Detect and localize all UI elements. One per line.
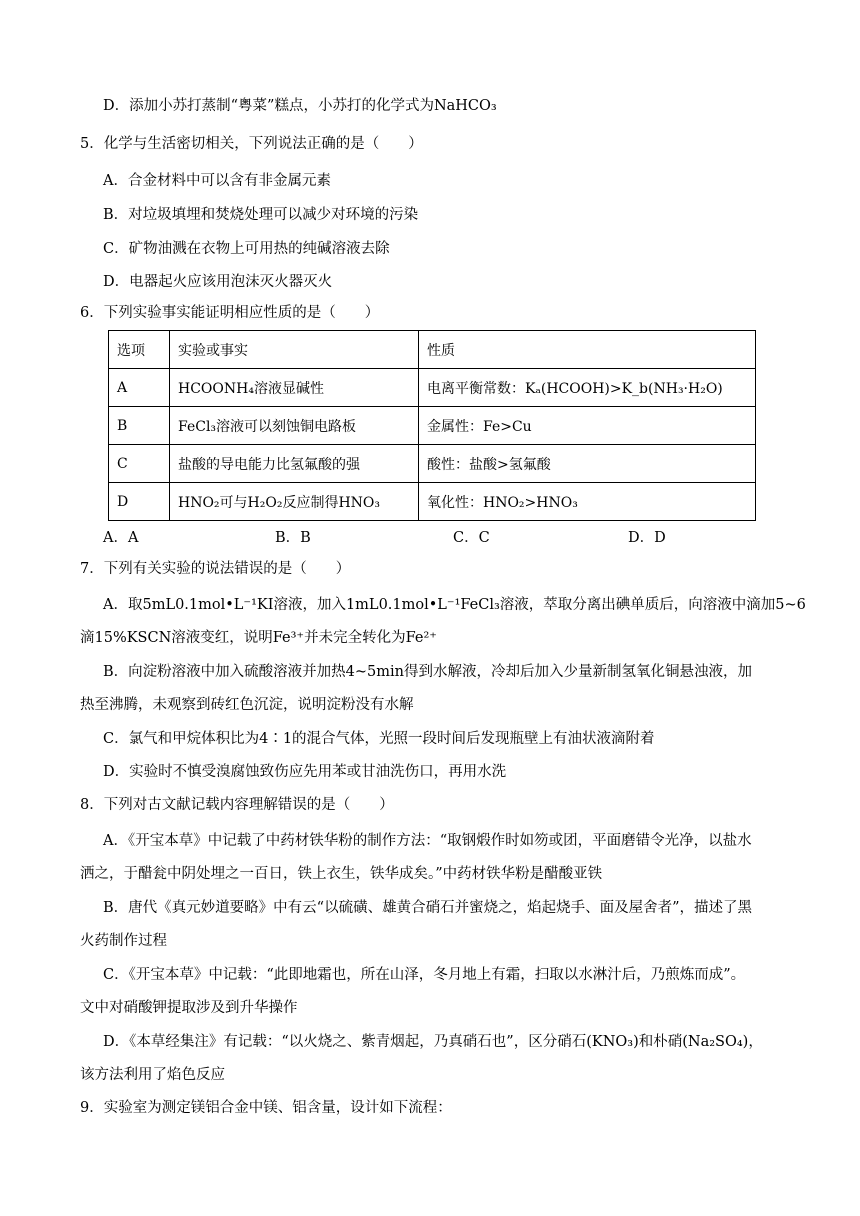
q9-stem: 9．实验室为测定镁铝合金中镁、铝含量，设计如下流程： [80, 1100, 452, 1116]
table-header-cell: 实验或事实 [170, 331, 419, 369]
table-cell: D [109, 483, 170, 521]
table-row [109, 445, 756, 483]
q6-option-b: B．B [275, 530, 311, 546]
table-cell: HNO₂可与H₂O₂反应制得HNO₃ [170, 483, 419, 521]
q7-option-c: C．氯气和甲烷体积比为4∶1的混合气体，光照一段时间后发现瓶壁上有油状液滴附着 [103, 731, 655, 747]
q6-option-a: A．A [103, 530, 139, 546]
table-cell: A [109, 369, 170, 407]
table-cell: 酸性：盐酸>氢氟酸 [419, 445, 756, 483]
q8-option-a-line2: 洒之，于醋瓮中阴处埋之一百日，铁上衣生，铁华成矣。”中药材铁华粉是醋酸亚铁 [80, 866, 603, 882]
q7-option-a-line1: A．取5mL0.1mol•L⁻¹KI溶液，加入1mL0.1mol•L⁻¹FeCl₃溶液，萃取分离出碘单质后，向溶液中滴加5~6 [103, 597, 806, 613]
q7-option-a-line2: 滴15%KSCN溶液变红，说明Fe³⁺并未完全转化为Fe²⁺ [80, 630, 437, 646]
table-row [109, 369, 756, 407]
table-cell: HCOONH₄溶液显碱性 [170, 369, 419, 407]
table-cell: 金属性：Fe>Cu [419, 407, 756, 445]
q5-option-c: C．矿物油溅在衣物上可用热的纯碱溶液去除 [103, 241, 390, 257]
table-cell: FeCl₃溶液可以刻蚀铜电路板 [170, 407, 419, 445]
q6-option-c: C．C [453, 530, 490, 546]
table-cell: 盐酸的导电能力比氢氟酸的强 [170, 445, 419, 483]
q5-option-a: A．合金材料中可以含有非金属元素 [103, 173, 331, 189]
q5-option-d: D．电器起火应该用泡沫灭火器灭火 [103, 274, 333, 290]
q6-table [108, 330, 756, 521]
q5-option-b: B．对垃圾填埋和焚烧处理可以减少对环境的污染 [103, 207, 419, 223]
q8-option-d-line1: D．《本草经集注》有记载：“以火烧之、紫青烟起，乃真硝石也”，区分硝石(KNO₃)和朴硝(Na₂SO₄)， [103, 1034, 763, 1050]
q6-stem: 6．下列实验事实能证明相应性质的是（ ） [80, 305, 380, 321]
q8-option-c-line2: 文中对硝酸钾提取涉及到升华操作 [80, 1000, 298, 1016]
q7-option-b-line1: B．向淀粉溶液中加入硫酸溶液并加热4~5min得到水解液，冷却后加入少量新制氢氧化铜悬浊液，加 [103, 664, 752, 680]
q8-stem: 8．下列对古文献记载内容理解错误的是（ ） [80, 797, 394, 813]
table-header-cell: 选项 [109, 331, 170, 369]
q6-option-d: D．D [628, 530, 666, 546]
table-cell: B [109, 407, 170, 445]
table-cell: C [109, 445, 170, 483]
table-row [109, 483, 756, 521]
table-header-row [109, 331, 756, 369]
q7-option-d: D．实验时不慎受溴腐蚀致伤应先用苯或甘油洗伤口，再用水洗 [103, 764, 507, 780]
q6-options [103, 526, 723, 546]
q8-option-c-line1: C．《开宝本草》中记载：“此即地霜也，所在山泽，冬月地上有霜，扫取以水淋汁后，乃煎炼而成”。 [103, 967, 746, 983]
table-cell: 氧化性：HNO₂>HNO₃ [419, 483, 756, 521]
q8-option-b-line1: B．唐代《真元妙道要略》中有云“以硫磺、雄黄合硝石并蜜烧之，焰起烧手、面及屋舍者”，描述了黑 [103, 900, 752, 916]
q7-stem: 7．下列有关实验的说法错误的是（ ） [80, 561, 351, 577]
table-row [109, 407, 756, 445]
q8-option-a-line1: A．《开宝本草》中记载了中药材铁华粉的制作方法：“取钢煅作时如笏或团，平面磨错令光净，以盐水 [103, 833, 752, 849]
q4-option-d: D．添加小苏打蒸制“粤菜”糕点，小苏打的化学式为NaHCO₃ [103, 98, 497, 114]
q7-option-b-line2: 热至沸腾，未观察到砖红色沉淀，说明淀粉没有水解 [80, 697, 414, 713]
q8-option-d-line2: 该方法利用了焰色反应 [80, 1067, 225, 1083]
q5-stem: 5．化学与生活密切相关，下列说法正确的是（ ） [80, 136, 423, 152]
q8-option-b-line2: 火药制作过程 [80, 933, 167, 949]
table-header-cell: 性质 [419, 331, 756, 369]
table-cell: 电离平衡常数：Kₐ(HCOOH)>K_b(NH₃·H₂O) [419, 369, 756, 407]
